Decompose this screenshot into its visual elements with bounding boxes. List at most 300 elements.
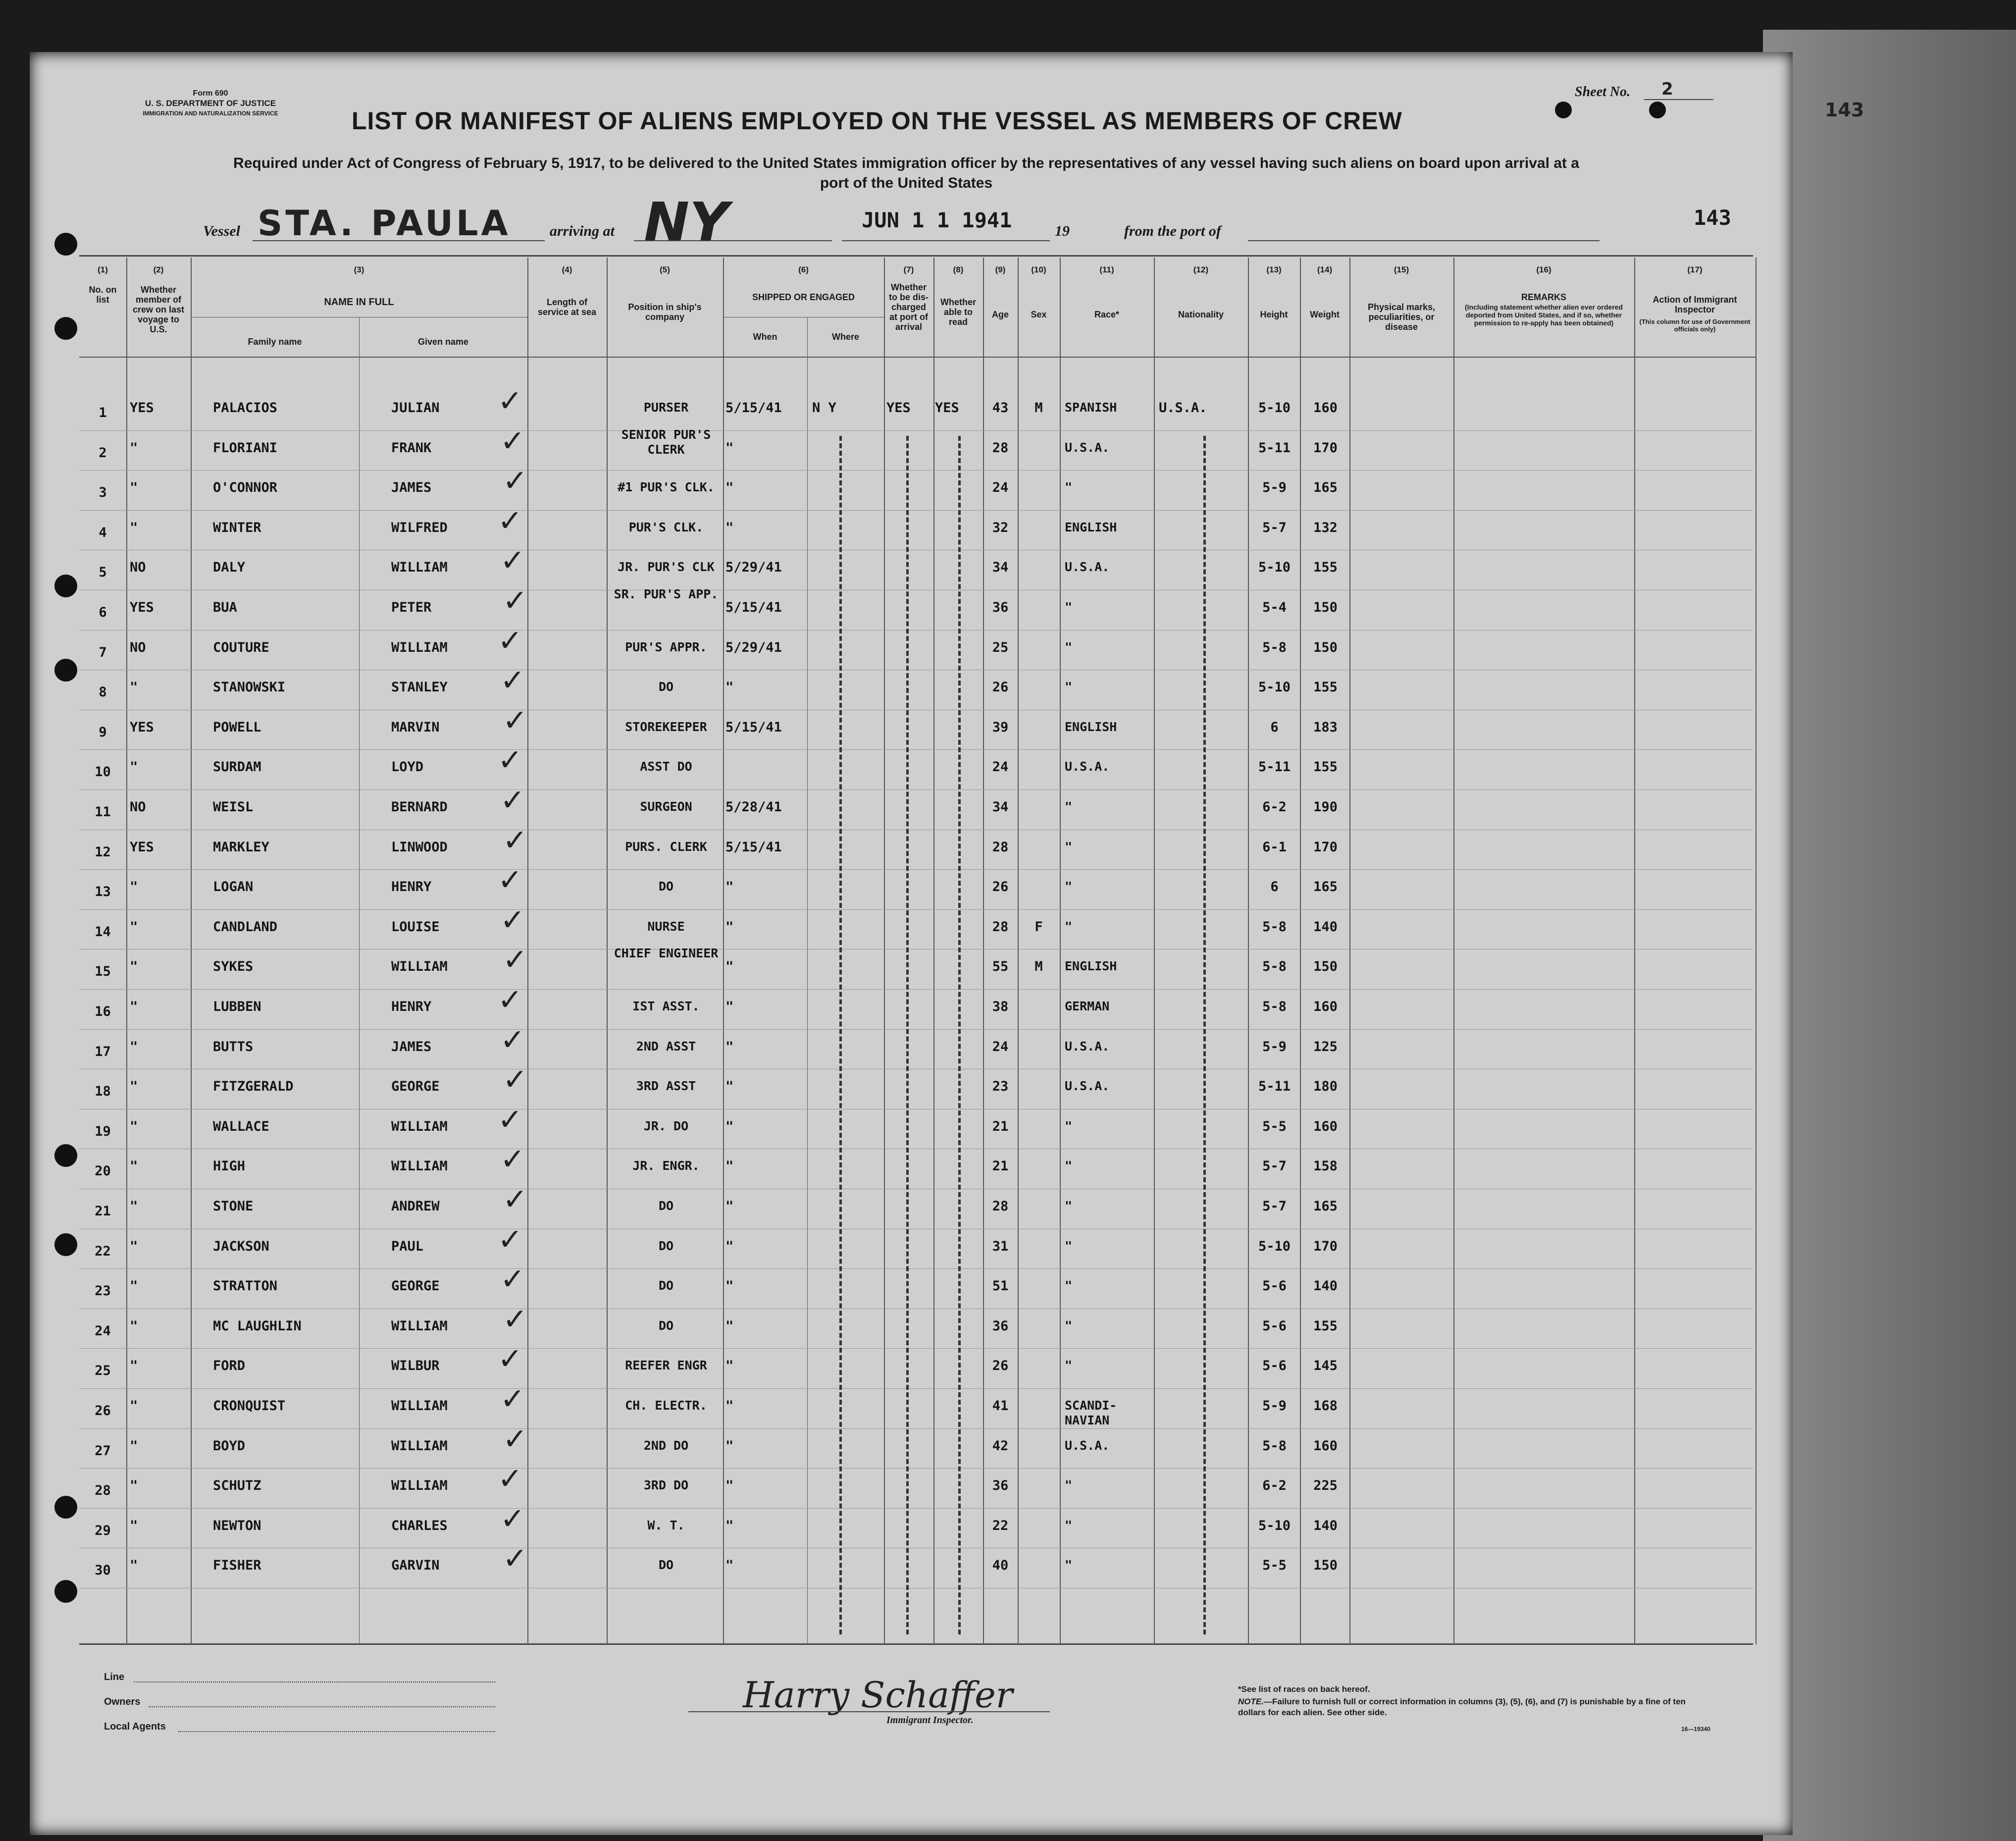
col-header-weight: Weight <box>1310 310 1340 319</box>
cell-position: DO <box>658 680 674 694</box>
cell-age: 21 <box>992 1158 1009 1174</box>
cell-weight: 160 <box>1313 999 1338 1014</box>
cell-age: 31 <box>992 1238 1009 1254</box>
cell-position: JR. ENGR. <box>632 1158 700 1173</box>
cell-race: U.S.A. <box>1065 440 1110 455</box>
cell-given: MARVIN <box>391 719 440 735</box>
table-frame <box>79 255 1753 1645</box>
cell-given: LINWOOD <box>391 839 448 855</box>
cell-weight: 155 <box>1313 759 1338 775</box>
cell-age: 23 <box>992 1079 1009 1095</box>
cell-when: " <box>725 520 734 535</box>
cell-height: 5-10 <box>1258 1518 1291 1533</box>
cell-position: ASST DO <box>640 759 692 774</box>
binder-hole <box>54 575 77 597</box>
check-mark: ✓ <box>503 1302 528 1337</box>
cell-no: 12 <box>95 844 111 860</box>
cell-family: FITZGERALD <box>213 1079 294 1095</box>
binder-hole <box>54 317 77 340</box>
row-divider <box>79 1388 1753 1389</box>
row-divider <box>79 1268 1753 1269</box>
cell-race: ENGLISH <box>1065 520 1117 534</box>
cell-position: DO <box>658 1199 674 1213</box>
cell-age: 22 <box>992 1518 1009 1533</box>
check-mark: ✓ <box>503 464 528 499</box>
cell-given: GEORGE <box>391 1079 440 1095</box>
arriving-at[interactable]: NY <box>644 191 729 254</box>
cell-weight: 165 <box>1313 879 1338 895</box>
cell-family: FISHER <box>213 1558 261 1574</box>
subtitle-line-2: port of the United States <box>820 175 993 191</box>
back-sheet <box>1763 30 2016 1841</box>
cell-sex: M <box>1034 959 1043 975</box>
col-number: (3) <box>354 265 364 274</box>
cell-height: 5-6 <box>1262 1278 1287 1294</box>
cell-race: " <box>1065 1199 1073 1213</box>
check-mark: ✓ <box>503 1421 528 1457</box>
cell-given: WILLIAM <box>391 1318 448 1334</box>
print-code: 16—19340 <box>1681 1726 1710 1733</box>
cell-height: 5-4 <box>1262 600 1287 615</box>
col-header-when: When <box>753 332 777 342</box>
cell-weight: 170 <box>1313 839 1338 855</box>
cell-prev: " <box>130 1358 138 1374</box>
check-mark: ✓ <box>500 1501 525 1536</box>
cell-family: FORD <box>213 1358 246 1374</box>
stamp-number: 143 <box>1694 206 1731 230</box>
cell-no: 27 <box>95 1443 111 1459</box>
cell-given: HENRY <box>391 999 432 1014</box>
cell-when: " <box>725 680 734 695</box>
cell-family: POWELL <box>213 719 261 735</box>
col-header-physical-marks: Physical marks, peculiarities, or disease <box>1367 302 1436 332</box>
cell-age: 55 <box>992 959 1009 975</box>
subtitle-line-1: Required under Act of Congress of February 5, 1917, to be delivered to the United States immigration officer by the representatives of any vessel having such aliens on board upon arrival at a <box>233 155 1579 171</box>
cell-prev: " <box>130 919 138 935</box>
cell-when: " <box>725 1558 734 1574</box>
cell-prev: " <box>130 959 138 975</box>
cell-given: STANLEY <box>391 680 448 695</box>
cell-race: " <box>1065 1358 1073 1373</box>
check-mark: ✓ <box>500 1142 525 1177</box>
cell-no: 5 <box>99 565 107 580</box>
cell-no: 1 <box>99 405 107 421</box>
cell-weight: 132 <box>1313 520 1338 535</box>
cell-weight: 140 <box>1313 1518 1338 1533</box>
cell-prev: YES <box>130 600 154 615</box>
row-divider <box>79 1468 1753 1469</box>
cell-race: " <box>1065 480 1073 495</box>
col-header-nationality: Nationality <box>1178 310 1224 319</box>
cell-prev: " <box>130 759 138 775</box>
cell-when: " <box>725 879 734 895</box>
col-header-action: Action of Immigrant Inspector <box>1653 295 1737 315</box>
cell-given: BERNARD <box>391 799 448 815</box>
cell-age: 28 <box>992 919 1009 935</box>
cell-no: 13 <box>95 884 111 900</box>
row-divider <box>79 989 1753 990</box>
binder-hole <box>54 233 77 256</box>
check-mark: ✓ <box>500 423 525 459</box>
cell-family: BUTTS <box>213 1039 254 1054</box>
cell-race: U.S.A. <box>1065 1039 1110 1053</box>
cell-height: 5-8 <box>1262 1438 1287 1454</box>
cell-family: WEISL <box>213 799 254 815</box>
cell-age: 34 <box>992 799 1009 815</box>
cell-race: ENGLISH <box>1065 959 1117 974</box>
cell-when: " <box>725 1358 734 1374</box>
cell-when: " <box>725 480 734 496</box>
cell-height: 5-8 <box>1262 919 1287 935</box>
row-divider <box>79 789 1753 790</box>
cell-height: 5-7 <box>1262 1158 1287 1174</box>
cell-when: " <box>725 1079 734 1095</box>
cell-weight: 165 <box>1313 480 1338 496</box>
check-mark: ✓ <box>503 1182 528 1217</box>
cell-where: N Y <box>812 400 836 416</box>
cell-weight: 183 <box>1313 719 1338 735</box>
cell-race: GERMAN <box>1065 999 1110 1013</box>
col-number: (16) <box>1536 265 1551 274</box>
cell-weight: 170 <box>1313 1238 1338 1254</box>
cell-when: " <box>725 1398 734 1414</box>
col-number: (15) <box>1394 265 1409 274</box>
cell-given: PAUL <box>391 1238 424 1254</box>
binder-hole <box>1649 102 1666 118</box>
col-header-age: Age <box>991 310 1009 319</box>
cell-prev: " <box>130 520 138 535</box>
cell-position: SENIOR PUR'S CLERK <box>621 427 711 457</box>
cell-age: 32 <box>992 520 1009 535</box>
check-mark: ✓ <box>498 384 523 419</box>
cell-when: " <box>725 1278 734 1294</box>
cell-read: YES <box>935 400 959 416</box>
cell-family: STONE <box>213 1199 254 1214</box>
cell-when: 5/15/41 <box>725 839 782 855</box>
cell-position: 2ND DO <box>643 1438 689 1453</box>
cell-age: 34 <box>992 560 1009 576</box>
col-header-where: Where <box>831 332 859 342</box>
cell-weight: 140 <box>1313 919 1338 935</box>
cell-when: 5/29/41 <box>725 639 782 655</box>
cell-prev: " <box>130 1478 138 1494</box>
cell-given: WILLIAM <box>391 1438 448 1454</box>
cell-given: WILLIAM <box>391 1158 448 1174</box>
col-header-shipped: SHIPPED OR ENGAGED <box>752 292 855 302</box>
cell-when: 5/15/41 <box>725 400 782 416</box>
cell-age: 40 <box>992 1558 1009 1574</box>
cell-family: SURDAM <box>213 759 261 775</box>
col-header-discharged: Whether to be dis-charged at port of arrival <box>889 282 929 332</box>
col-number: (17) <box>1687 265 1703 274</box>
cell-no: 10 <box>95 764 111 780</box>
cell-race: " <box>1065 879 1073 894</box>
cell-given: GARVIN <box>391 1558 440 1574</box>
cell-when: " <box>725 1318 734 1334</box>
cell-weight: 160 <box>1313 1438 1338 1454</box>
cell-weight: 158 <box>1313 1158 1338 1174</box>
row-divider <box>79 1428 1753 1429</box>
subtitle <box>114 154 1699 193</box>
col-number: (14) <box>1317 265 1333 274</box>
cell-given: WILLIAM <box>391 1398 448 1414</box>
cell-weight: 190 <box>1313 799 1338 815</box>
cell-race: " <box>1065 680 1073 694</box>
cell-sex: F <box>1034 919 1043 935</box>
cell-no: 16 <box>95 1004 111 1019</box>
cell-position: PUR'S APPR. <box>625 639 707 654</box>
cell-given: PETER <box>391 600 432 615</box>
row-divider <box>79 510 1753 511</box>
cell-age: 51 <box>992 1278 1009 1294</box>
cell-position: CH. ELECTR. <box>625 1398 707 1413</box>
cell-height: 5-6 <box>1262 1358 1287 1374</box>
cell-when: " <box>725 1438 734 1454</box>
cell-family: COUTURE <box>213 639 269 655</box>
cell-weight: 140 <box>1313 1278 1338 1294</box>
cell-age: 41 <box>992 1398 1009 1414</box>
cell-age: 26 <box>992 1358 1009 1374</box>
cell-when: " <box>725 1118 734 1134</box>
cell-prev: YES <box>130 400 154 416</box>
row-divider <box>79 749 1753 750</box>
cell-weight: 145 <box>1313 1358 1338 1374</box>
cell-age: 28 <box>992 440 1009 456</box>
cell-age: 28 <box>992 839 1009 855</box>
check-mark: ✓ <box>500 783 525 818</box>
check-mark: ✓ <box>498 983 523 1017</box>
cell-position: 3RD DO <box>643 1478 689 1493</box>
cell-race: " <box>1065 1518 1073 1532</box>
cell-height: 5-8 <box>1262 639 1287 655</box>
cell-prev: " <box>130 1558 138 1574</box>
cell-given: WILLIAM <box>391 560 448 576</box>
cell-position: STOREKEEPER <box>625 719 707 734</box>
cell-when: " <box>725 1518 734 1533</box>
cell-prev: " <box>130 879 138 895</box>
cell-prev: " <box>130 1518 138 1533</box>
cell-family: LOGAN <box>213 879 254 895</box>
row-divider <box>79 1029 1753 1030</box>
cell-family: BUA <box>213 600 237 615</box>
owners-label: Owners <box>104 1696 141 1707</box>
cell-prev: " <box>130 440 138 456</box>
cell-given: JULIAN <box>391 400 440 416</box>
cell-race: SPANISH <box>1065 400 1117 415</box>
cell-prev: YES <box>130 719 154 735</box>
cell-family: DALY <box>213 560 246 576</box>
cell-height: 5-10 <box>1258 400 1291 416</box>
check-mark: ✓ <box>500 1262 525 1297</box>
col-header-race: Race* <box>1094 310 1120 319</box>
cell-family: SCHUTZ <box>213 1478 261 1494</box>
cell-no: 21 <box>95 1204 111 1219</box>
note-label: NOTE. <box>1238 1697 1264 1706</box>
check-mark: ✓ <box>498 1102 523 1137</box>
cell-family: PALACIOS <box>213 400 278 416</box>
cell-height: 5-8 <box>1262 999 1287 1014</box>
cell-no: 24 <box>95 1323 111 1339</box>
cell-race: " <box>1065 1478 1073 1493</box>
cell-position: CHIEF ENGINEER <box>614 946 719 961</box>
row-divider <box>79 1508 1753 1509</box>
check-mark: ✓ <box>500 1382 525 1417</box>
cell-no: 26 <box>95 1403 111 1419</box>
cell-weight: 170 <box>1313 440 1338 456</box>
page-title: LIST OR MANIFEST OF ALIENS EMPLOYED ON THE VESSEL AS MEMBERS OF CREW <box>352 107 1402 135</box>
cell-family: STRATTON <box>213 1278 278 1294</box>
cell-no: 2 <box>99 445 107 461</box>
cell-height: 6 <box>1270 719 1279 735</box>
cell-no: 28 <box>95 1483 111 1499</box>
cell-position: NURSE <box>647 919 685 934</box>
col-header-remarks: REMARKS <box>1521 292 1566 302</box>
cell-position: PUR'S CLK. <box>628 520 704 534</box>
cell-position: W. T. <box>647 1518 685 1532</box>
cell-weight: 160 <box>1313 400 1338 416</box>
cell-no: 23 <box>95 1283 111 1299</box>
cell-weight: 150 <box>1313 1558 1338 1574</box>
cell-race: U.S.A. <box>1065 1438 1110 1453</box>
cell-prev: NO <box>130 639 146 655</box>
cell-given: GEORGE <box>391 1278 440 1294</box>
cell-given: LOYD <box>391 759 424 775</box>
cell-weight: 155 <box>1313 1318 1338 1334</box>
cell-prev: " <box>130 1438 138 1454</box>
cell-when: " <box>725 919 734 935</box>
cell-family: O'CONNOR <box>213 480 278 496</box>
cell-position: 3RD ASST <box>636 1079 696 1094</box>
cell-no: 6 <box>99 605 107 620</box>
cell-when: " <box>725 1238 734 1254</box>
cell-race: " <box>1065 1158 1073 1173</box>
cell-height: 5-9 <box>1262 1039 1287 1054</box>
cell-position: DO <box>658 1318 674 1333</box>
cell-given: ANDREW <box>391 1199 440 1214</box>
check-mark: ✓ <box>503 1541 528 1577</box>
cell-given: WILBUR <box>391 1358 440 1374</box>
cell-prev: " <box>130 1158 138 1174</box>
ditto-stroke <box>1203 436 1206 1634</box>
cell-family: WALLACE <box>213 1118 269 1134</box>
cell-height: 5-11 <box>1258 440 1291 456</box>
cell-position: PURSER <box>643 400 689 415</box>
cell-age: 24 <box>992 1039 1009 1054</box>
vessel-name[interactable]: STA. PAULA <box>258 203 511 244</box>
cell-given: LOUISE <box>391 919 440 935</box>
cell-position: JR. DO <box>643 1118 689 1133</box>
cell-race: " <box>1065 1118 1073 1133</box>
cell-when: 5/28/41 <box>725 799 782 815</box>
row-divider <box>79 630 1753 631</box>
check-mark: ✓ <box>498 743 523 778</box>
check-mark: ✓ <box>503 703 528 738</box>
cell-family: BOYD <box>213 1438 246 1454</box>
cell-weight: 165 <box>1313 1199 1338 1214</box>
cell-family: NEWTON <box>213 1518 261 1533</box>
cell-no: 11 <box>95 804 111 820</box>
check-mark: ✓ <box>503 823 528 858</box>
col-header-family-name: Family name <box>248 337 302 347</box>
col-header-remarks-note: (Including statement whether alien ever ordered deported from United States, and if so, whether permission to re-apply has been obtained) <box>1465 303 1623 327</box>
col-number: (6) <box>798 265 809 274</box>
cell-age: 38 <box>992 999 1009 1014</box>
cell-age: 25 <box>992 639 1009 655</box>
cell-position: PURS. CLERK <box>625 839 707 854</box>
binder-hole <box>1555 102 1572 118</box>
check-mark: ✓ <box>503 583 528 618</box>
cell-height: 6-1 <box>1262 839 1287 855</box>
cell-prev: " <box>130 1199 138 1214</box>
cell-prev: " <box>130 1079 138 1095</box>
cell-prev: " <box>130 1398 138 1414</box>
cell-given: WILFRED <box>391 520 448 535</box>
cell-position: IST ASST. <box>632 999 700 1013</box>
col-number: (9) <box>995 265 1006 274</box>
col-header-no: No. on list <box>89 285 117 305</box>
cell-age: 21 <box>992 1118 1009 1134</box>
cell-no: 3 <box>99 485 107 501</box>
cell-prev: " <box>130 480 138 496</box>
cell-weight: 150 <box>1313 600 1338 615</box>
cell-race: " <box>1065 799 1073 814</box>
cell-position: 2ND ASST <box>636 1039 696 1053</box>
cell-when: " <box>725 999 734 1014</box>
check-mark: ✓ <box>500 663 525 698</box>
cell-when: " <box>725 959 734 975</box>
cell-age: 42 <box>992 1438 1009 1454</box>
cell-weight: 125 <box>1313 1039 1338 1054</box>
col-header-read: Whether able to read <box>940 297 976 327</box>
cell-family: CANDLAND <box>213 919 278 935</box>
cell-prev: YES <box>130 839 154 855</box>
cell-height: 5-11 <box>1258 1079 1291 1095</box>
cell-no: 4 <box>99 525 107 540</box>
col-number: (7) <box>903 265 914 274</box>
col-header-action-note: (This column for use of Government officials only) <box>1639 318 1751 333</box>
col-header-height: Height <box>1260 310 1288 319</box>
row-divider <box>79 869 1753 870</box>
cell-position: SR. PUR'S APP. <box>614 587 719 601</box>
cell-given: CHARLES <box>391 1518 448 1533</box>
col-header-prev-voyage: Whether member of crew on last voyage to U.S. <box>132 285 185 334</box>
cell-age: 36 <box>992 1478 1009 1494</box>
cell-age: 26 <box>992 680 1009 695</box>
cell-given: HENRY <box>391 879 432 895</box>
col-header-service: Length of service at sea <box>537 297 597 317</box>
cell-no: 18 <box>95 1084 111 1100</box>
cell-age: 26 <box>992 879 1009 895</box>
cell-when: " <box>725 440 734 456</box>
penalty-note <box>1238 1696 1713 1718</box>
cell-position: DO <box>658 1278 674 1293</box>
cell-prev: " <box>130 1039 138 1054</box>
cell-given: WILLIAM <box>391 959 448 975</box>
ditto-stroke <box>839 436 842 1634</box>
cell-no: 7 <box>99 644 107 660</box>
check-mark: ✓ <box>498 623 523 658</box>
cell-sex: M <box>1034 400 1043 416</box>
cell-race: " <box>1065 1278 1073 1293</box>
cell-age: 28 <box>992 1199 1009 1214</box>
col-number: (10) <box>1031 265 1046 274</box>
cell-age: 36 <box>992 1318 1009 1334</box>
cell-when: 5/15/41 <box>725 600 782 615</box>
cell-when: " <box>725 1199 734 1214</box>
sheet-number: 2 <box>1661 79 1673 99</box>
check-mark: ✓ <box>498 1342 523 1377</box>
cell-position: JR. PUR'S CLK <box>618 560 715 575</box>
